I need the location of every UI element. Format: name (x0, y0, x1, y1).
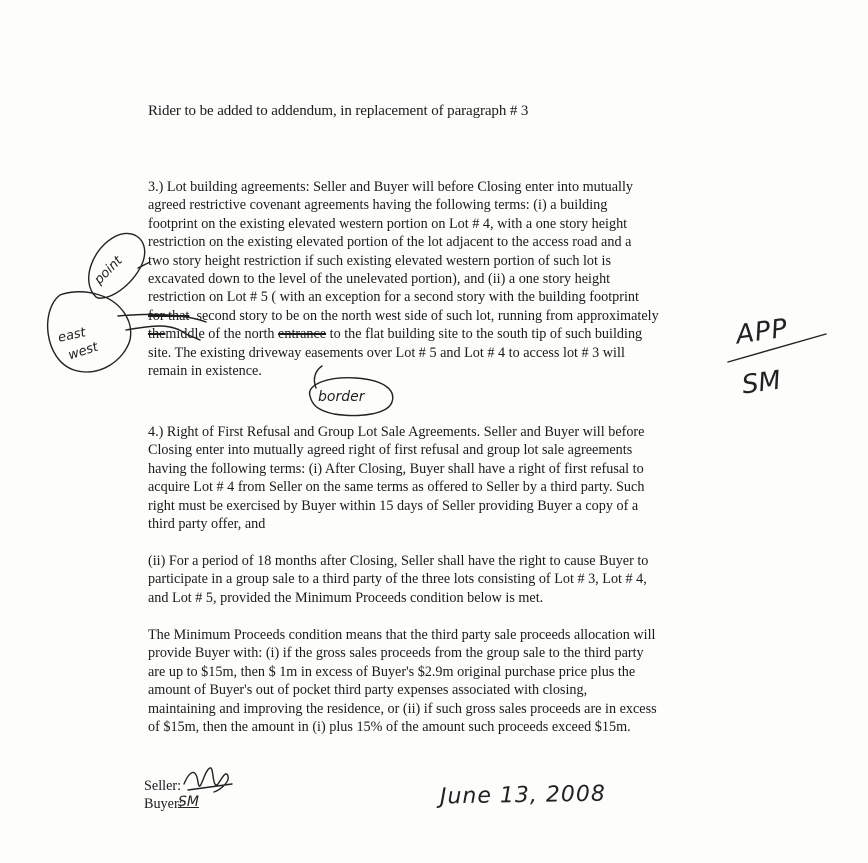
paragraph-line: agreed restrictive covenant agreements having the following terms: (i) a building (148, 197, 608, 214)
handwritten-initials-top: APP (734, 313, 790, 351)
struck-text: entrance (278, 326, 327, 343)
seller-signature-label: Seller: (144, 778, 182, 794)
paragraph-line: restriction on Lot # 5 ( with an exception for a second story with the building footprint (148, 289, 639, 306)
paragraph-line: restriction on the existing elevated portion of the lot adjacent to the access road and a (148, 234, 632, 251)
paragraph-line: The Minimum Proceeds condition means that the third party sale proceeds allocation will (148, 627, 656, 643)
paragraph-line: remain in existence. (148, 363, 262, 380)
paragraph-line: two story height restriction if such existing elevated western portion of such lot is (148, 252, 611, 269)
line-text: middle of the north (165, 326, 275, 343)
seller-signature-scribble (184, 768, 232, 792)
paragraph-line: participate in a group sale to a third party of the three lots consisting of Lot # 3, Lot # 4, (148, 571, 647, 588)
paragraph-line: 3.) Lot building agreements: Seller and Buyer will before Closing enter into mutually (148, 179, 634, 195)
paragraph-line: site. The existing driveway easements over Lot # 5 and Lot # 4 to access lot # 3 will (148, 344, 625, 361)
paragraph-line: right must be exercised by Buyer within 15 days of Seller providing Buyer a copy of a (148, 497, 639, 514)
paragraph-line: having the following terms: (i) After Closing, Buyer shall have a right of first refusal to (148, 460, 644, 477)
paragraph-line: footprint on the existing elevated western portion on Lot # 4, with a one story height (148, 215, 628, 232)
buyer-signature: SM (178, 794, 199, 810)
paragraph-line: 4.) Right of First Refusal and Group Lot Sale Agreements. Seller and Buyer will before (148, 424, 645, 440)
paragraph-minimum-proceeds (148, 626, 748, 736)
paragraph-4-group-sale (148, 552, 748, 607)
margin-note-point: point (91, 253, 126, 288)
rider-title: Rider to be added to addendum, in replacement of paragraph # 3 (148, 103, 529, 119)
buyer-signature-label: Buyer: (144, 796, 183, 812)
paragraph-line (148, 307, 748, 325)
margin-note-east: east (56, 325, 88, 346)
paragraph-line: (ii) For a period of 18 months after Closing, Seller shall have the right to cause Buyer to (148, 553, 649, 569)
paragraph-line: excavated down to the level of the unelevated portion), and (ii) a one story height (148, 271, 611, 288)
margin-note-west: west (66, 339, 101, 364)
line-text: second story to be on the north west side of such lot, running from approximately (196, 307, 659, 324)
paragraph-line: provide Buyer with: (i) if the gross sales proceeds from the group sale to the third party (148, 645, 644, 662)
struck-text: for that (148, 307, 190, 324)
paragraph-line: maintaining and improving the residence, or (ii) if such gross sales proceeds are in excess (148, 700, 657, 717)
paragraph-line: amount of Buyer's out of pocket third party expenses associated with closing, (148, 682, 588, 699)
struck-text: the (148, 326, 166, 343)
paragraph-line: are up to $15m, then $ 1m in excess of Buyer's $2.9m original purchase price plus the (148, 663, 636, 680)
paragraph-line: acquire Lot # 4 from Seller on the same terms as offered to Seller by a third party. Such (148, 479, 645, 496)
paragraph-line: Closing enter into mutually agreed right of first refusal and group lot sale agreements (148, 442, 633, 459)
paragraph-line: and Lot # 5, provided the Minimum Proceeds condition below is met. (148, 589, 544, 606)
paragraph-line: third party offer, and (148, 516, 266, 533)
paragraph-line: of $15m, then the amount in (i) plus 15% of the amount such proceeds exceed $15m. (148, 719, 631, 736)
handwritten-initials-bottom: SM (740, 365, 783, 401)
handwritten-date: June 13, 2008 (439, 781, 607, 810)
margin-note-border: border (318, 389, 365, 405)
paragraph-3-lot-building-agreements (148, 178, 748, 380)
paragraph-line (148, 325, 748, 343)
paragraph-4-right-of-first-refusal (148, 423, 748, 533)
line-text: to the flat building site to the south tip of such building (329, 326, 643, 343)
